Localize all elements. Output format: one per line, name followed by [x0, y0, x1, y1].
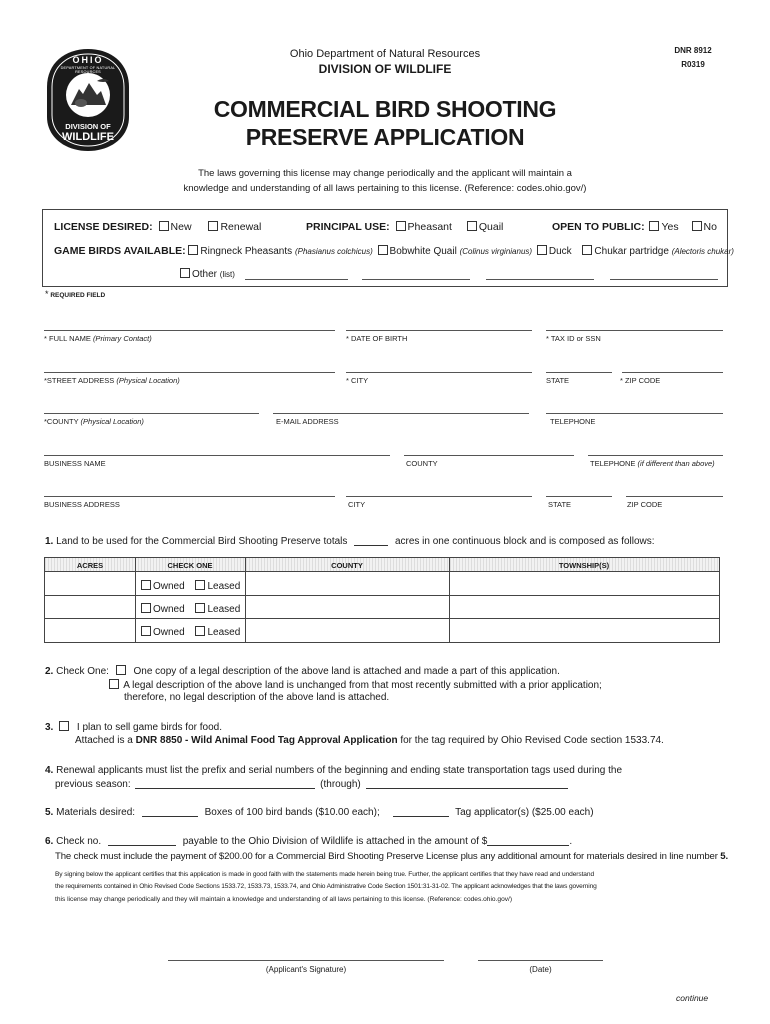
bird-quail-checkbox[interactable]: [378, 245, 388, 255]
business-state-label: STATE: [548, 500, 572, 509]
full-name-field[interactable]: [44, 330, 335, 331]
q3-row2: [75, 735, 664, 746]
game-birds-row: [54, 245, 734, 257]
table-divider-1: [135, 558, 136, 642]
form-title-line1: COMMERCIAL BIRD SHOOTING: [213, 96, 557, 122]
signature-date-field[interactable]: [478, 960, 603, 961]
principal-use-label: PRINCIPAL USE:: [306, 221, 390, 233]
agency-name: Ohio Department of Natural Resources: [289, 48, 481, 60]
business-telephone-label: TELEPHONE (if different than above): [590, 459, 715, 468]
table-row-divider-1: [45, 595, 719, 596]
land-table: [44, 557, 720, 643]
q2-opt2-checkbox[interactable]: [109, 679, 119, 689]
q3-line2-a: Attached is a: [75, 735, 133, 746]
intro-line1: The laws governing this license may change periodically and the applicant will maintain a: [198, 168, 572, 179]
row1-leased-checkbox[interactable]: [195, 580, 205, 590]
business-zip-field[interactable]: [626, 496, 723, 497]
form-revision: R0319: [681, 60, 705, 69]
q3-line1: I plan to sell game birds for food.: [76, 722, 222, 733]
certify-line3: this license may change periodically and they will maintain a knowledge and understanding of all laws pertaining to this license. (Reference: codes.ohio.gov/): [55, 896, 513, 903]
telephone-field[interactable]: [546, 413, 723, 414]
state-field[interactable]: [546, 372, 612, 373]
q3-row1: [45, 721, 222, 733]
bird-chukar-checkbox[interactable]: [582, 245, 592, 255]
q1-text-b: acres in one continuous block and is composed as follows:: [394, 536, 655, 547]
q5-row: [45, 807, 594, 818]
open-public-row: [552, 221, 717, 233]
license-renewal-checkbox[interactable]: [208, 221, 218, 231]
county-field[interactable]: [44, 413, 259, 414]
q6-line2: The check must include the payment of $200.00 for a Commercial Bird Shooting Preserve License plus any additional amount for materials desired in line number: [55, 851, 718, 862]
intro-line2: knowledge and understanding of all laws pertaining to this license. (Reference: codes.ohio.gov/): [183, 183, 587, 194]
q6-label: Check no.: [56, 836, 102, 847]
q4-through: (through): [320, 779, 361, 790]
q2-opt2-text-a: A legal description of the above land is unchanged from that most recently submitted with a prior application;: [123, 680, 602, 691]
q2-opt1-text: One copy of a legal description of the above land is attached and made a part of this application.: [133, 666, 560, 677]
q1-number: 1.: [45, 536, 54, 547]
row2-leased-checkbox[interactable]: [195, 603, 205, 613]
q3-checkbox[interactable]: [59, 721, 69, 731]
use-pheasant-label: Pheasant: [407, 221, 452, 233]
zip-label: * ZIP CODE: [620, 376, 661, 385]
business-zip-label: ZIP CODE: [627, 500, 663, 509]
q6-row2: [55, 851, 728, 862]
table-row: [141, 603, 240, 615]
license-desired-label: LICENSE DESIRED:: [54, 221, 153, 233]
q5-item1: Boxes of 100 bird bands ($10.00 each);: [204, 807, 380, 818]
q5-item2: Tag applicator(s) ($25.00 each): [455, 807, 594, 818]
division-name: DIVISION OF WILDLIFE: [318, 62, 452, 76]
row3-leased-checkbox[interactable]: [195, 626, 205, 636]
table-row: [141, 626, 240, 638]
q2-label: Check One:: [56, 666, 109, 677]
bird-duck-label: Duck: [548, 246, 572, 257]
q6-number: 6.: [45, 836, 54, 847]
q4-row2: [55, 779, 568, 790]
q4-number: 4.: [45, 765, 54, 776]
business-address-label: BUSINESS ADDRESS: [44, 500, 120, 509]
bird-pheasant-checkbox[interactable]: [188, 245, 198, 255]
license-row: [54, 221, 261, 233]
certify-line2: the requirements contained in Ohio Revised Code Sections 1533.72, 1533.73, 1533.74, and Ohio Administrative Code Section 1501:31-31-02. The applicant acknowledges that the laws governing: [55, 883, 597, 890]
bird-chukar-label: Chukar partridge: [594, 246, 669, 257]
q1-text-a: Land to be used for the Commercial Bird Shooting Preserve totals: [56, 536, 348, 547]
table-header-township: TOWNSHIP(S): [558, 561, 610, 570]
table-divider-2: [245, 558, 246, 642]
row1-owned-checkbox[interactable]: [141, 580, 151, 590]
business-name-label: BUSINESS NAME: [44, 459, 106, 468]
q6-row1: [45, 836, 572, 847]
bird-duck-checkbox[interactable]: [537, 245, 547, 255]
logo-top-text: OHIO: [72, 55, 104, 65]
county-label: *COUNTY (Physical Location): [44, 417, 144, 426]
q2-opt2-text-b: therefore, no legal description of the above land is attached.: [124, 692, 390, 703]
table-header-county: COUNTY: [331, 561, 363, 570]
license-renewal-label: Renewal: [220, 221, 262, 233]
tax-id-field[interactable]: [546, 330, 723, 331]
q6-amount-field[interactable]: [487, 836, 569, 846]
q4-line2-a: previous season:: [55, 779, 131, 790]
zip-field[interactable]: [622, 372, 723, 373]
table-divider-3: [449, 558, 450, 642]
business-address-field[interactable]: [44, 496, 335, 497]
q1-acres-field[interactable]: [354, 536, 388, 546]
business-state-field[interactable]: [546, 496, 612, 497]
public-no-label: No: [703, 221, 717, 233]
city-label: * CITY: [346, 376, 369, 385]
q6-line2-num: 5.: [720, 851, 728, 862]
required-field-label: REQUIRED FIELD: [50, 292, 106, 299]
q4-row1: [45, 765, 622, 776]
bird-chukar-sci: (Alectoris chukar): [671, 247, 734, 256]
business-telephone-field[interactable]: [588, 455, 723, 456]
email-label: E-MAIL ADDRESS: [276, 417, 339, 426]
bird-quail-sci: (Colinus virginianus): [459, 247, 533, 256]
table-row-divider-2: [45, 618, 719, 619]
row3-leased-label: Leased: [207, 627, 241, 638]
row1-leased-label: Leased: [207, 581, 241, 592]
game-birds-label: GAME BIRDS AVAILABLE:: [54, 245, 186, 257]
required-asterisk-icon: *: [45, 289, 49, 299]
logo-arc-text: DEPARTMENT OF NATURAL RESOURCES: [60, 66, 116, 74]
other-birds-row: [180, 268, 235, 280]
bird-pheasant-sci: (Phasianus colchicus): [294, 247, 373, 256]
q3-number: 3.: [45, 722, 54, 733]
q2-number: 2.: [45, 666, 54, 677]
form-number: DNR 8912: [674, 46, 712, 55]
public-no-checkbox[interactable]: [692, 221, 702, 231]
row2-owned-checkbox[interactable]: [141, 603, 151, 613]
q2-opt1-checkbox[interactable]: [116, 665, 126, 675]
other-bird-line-4[interactable]: [610, 279, 718, 280]
full-name-label: * FULL NAME (Primary Contact): [44, 334, 152, 343]
bird-quail-label: Bobwhite Quail: [389, 246, 457, 257]
public-yes-label: Yes: [661, 221, 679, 233]
business-county-field[interactable]: [404, 455, 574, 456]
division-of-wildlife-logo: [45, 47, 131, 153]
bird-other-label: Other: [192, 269, 218, 280]
street-address-field[interactable]: [44, 372, 335, 373]
use-quail-label: Quail: [478, 221, 504, 233]
q6-check-number-field[interactable]: [108, 836, 176, 846]
required-field-note: [45, 289, 105, 299]
q3-line2-c: for the tag required by Ohio Revised Code section 1533.74.: [400, 735, 664, 746]
table-header-check-one: CHECK ONE: [167, 561, 213, 570]
bird-other-list-note: (list): [219, 270, 235, 279]
q5-bands-field[interactable]: [142, 807, 198, 817]
dob-field[interactable]: [346, 330, 532, 331]
q5-number: 5.: [45, 807, 54, 818]
other-bird-line-3[interactable]: [486, 279, 594, 280]
row3-owned-label: Owned: [153, 627, 185, 638]
business-city-field[interactable]: [346, 496, 532, 497]
q2-row2: [109, 679, 602, 691]
row3-owned-checkbox[interactable]: [141, 626, 151, 636]
telephone-label: TELEPHONE: [550, 417, 596, 426]
applicant-signature-field[interactable]: [168, 960, 444, 961]
business-county-label: COUNTY: [406, 459, 438, 468]
q4-tag-end-field[interactable]: [366, 779, 568, 789]
business-city-label: CITY: [348, 500, 366, 509]
q6-text-a: payable to the Ohio Division of Wildlife is attached in the amount of $: [182, 836, 488, 847]
q2-row1: [45, 665, 560, 677]
q5-label: Materials desired:: [56, 807, 136, 818]
license-new-checkbox[interactable]: [159, 221, 169, 231]
state-label: STATE: [546, 376, 570, 385]
street-address-label: *STREET ADDRESS (Physical Location): [44, 376, 180, 385]
email-field[interactable]: [273, 413, 529, 414]
bird-other-checkbox[interactable]: [180, 268, 190, 278]
signature-date-label: (Date): [529, 965, 552, 974]
q6-period: .: [569, 836, 573, 847]
q4-line1: Renewal applicants must list the prefix and serial numbers of the beginning and ending state transportation tags used during the: [56, 765, 623, 776]
bird-pheasant-label: Ringneck Pheasants: [200, 246, 293, 257]
row2-leased-label: Leased: [207, 604, 241, 615]
q4-tag-start-field[interactable]: [135, 779, 315, 789]
applicant-signature-label: (Applicant's Signature): [265, 965, 347, 974]
row2-owned-label: Owned: [153, 604, 185, 615]
tax-id-label: * TAX ID or SSN: [546, 334, 601, 343]
city-field[interactable]: [346, 372, 532, 373]
q5-applicator-field[interactable]: [393, 807, 449, 817]
use-quail-checkbox[interactable]: [467, 221, 477, 231]
table-header-acres: ACRES: [76, 561, 104, 570]
form-title-line2: PRESERVE APPLICATION: [245, 124, 525, 150]
dob-label: * DATE OF BIRTH: [346, 334, 408, 343]
logo-line2: WILDLIFE: [62, 131, 114, 143]
other-bird-line-2[interactable]: [362, 279, 470, 280]
certify-line1: By signing below the applicant certifies that this application is made in good faith with the statements made herein being true. Further, the applicant certifies that they have read and understand: [55, 871, 595, 878]
other-bird-line-1[interactable]: [245, 279, 348, 280]
use-pheasant-checkbox[interactable]: [396, 221, 406, 231]
license-new-label: New: [170, 221, 192, 233]
q1-row: [45, 536, 655, 547]
row1-owned-label: Owned: [153, 581, 185, 592]
logo-line1: DIVISION OF: [65, 122, 111, 131]
public-yes-checkbox[interactable]: [649, 221, 659, 231]
business-name-field[interactable]: [44, 455, 390, 456]
table-row: [141, 580, 240, 592]
principal-use-row: [306, 221, 503, 233]
continue-label: continue: [676, 993, 709, 1003]
q3-form-reference: DNR 8850 - Wild Animal Food Tag Approval Application: [135, 735, 398, 746]
open-public-label: OPEN TO PUBLIC:: [552, 221, 645, 233]
